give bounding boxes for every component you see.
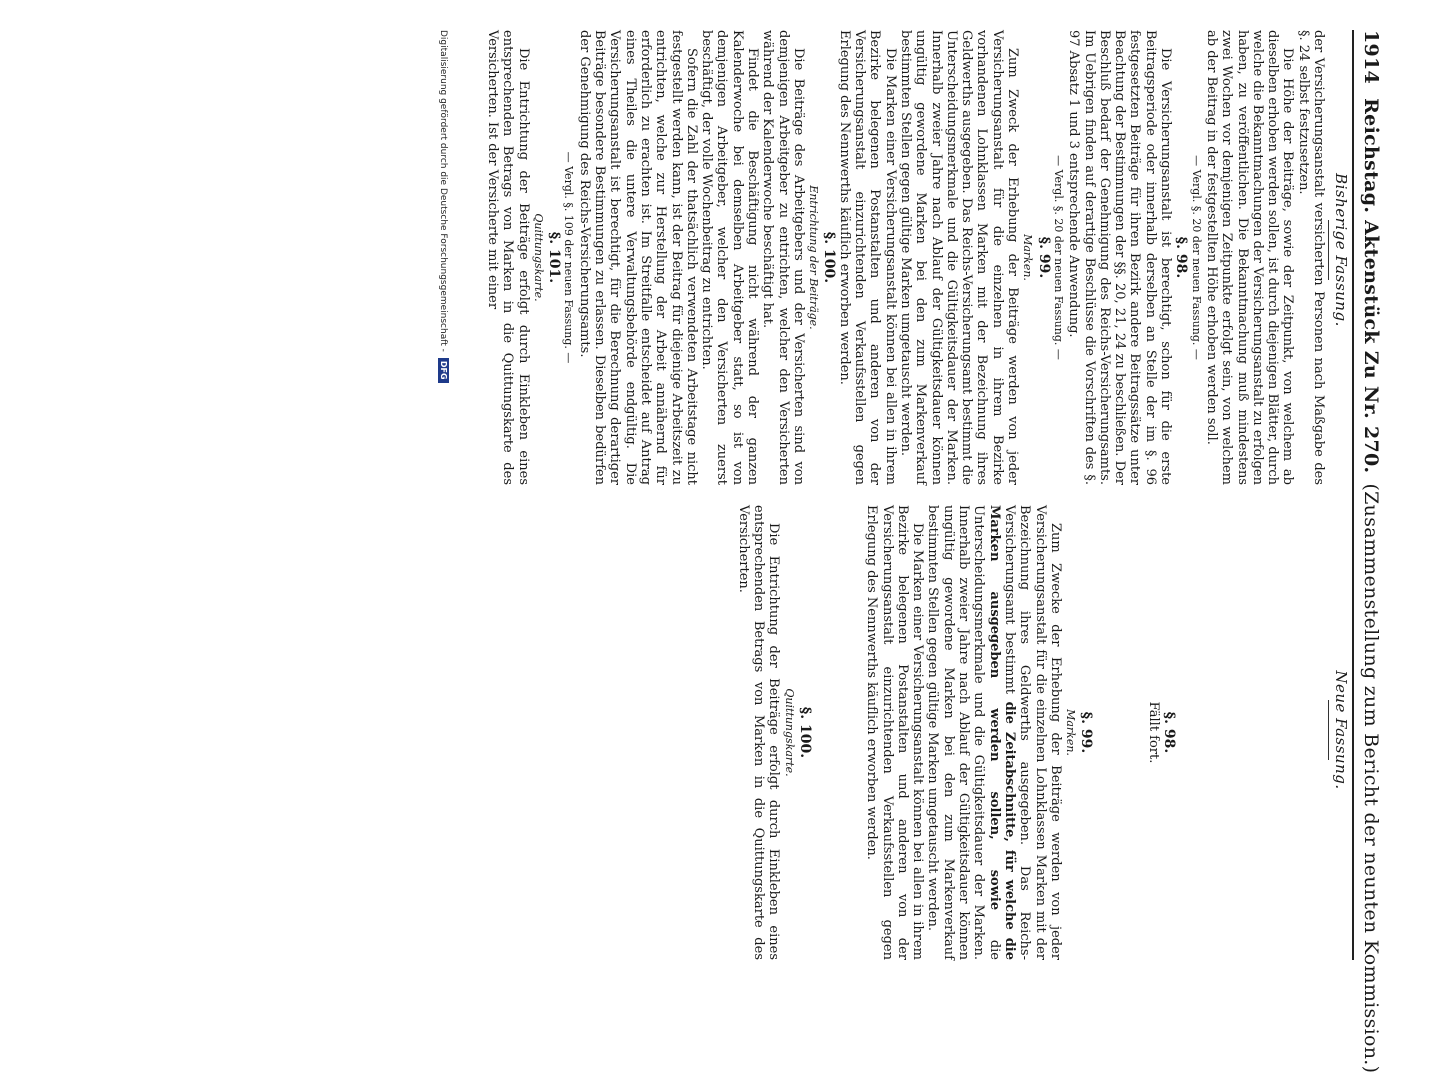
section-title: Quittungskarte. (531, 213, 545, 302)
left-column-heading: Bisherige Fassung. (1328, 100, 1350, 400)
right-column-heading: Neue Fassung. (1328, 580, 1350, 880)
left-paragraph: Zum Zweck der Erhebung der Beiträge werden von jeder Versicherungsanstalt für die einzelnen in ihrem Bezirke vorhandenen Lohnklassen Marken mit der Bezeichnung ihres Geldwerths ausgegeben. Das Reichs-Versicherungsamt bestimmt die Unterscheidungsmerkmale und die Gültigkeitsdauer der Marken. Innerhalb zweier Jahre nach Ablauf der Gültigkeitsdauer können ungültig gewordene Marken bei den zum Markenverkauf bestimmten Stellen gegen gültige Marken umgetauscht werden. (897, 30, 1021, 485)
section-number: §. 101. (546, 231, 563, 284)
section-number: §. 98. (1173, 236, 1190, 279)
right-paragraph: Die Entrichtung der Beiträge erfolgt durch Einkleben eines entsprechenden Betrags von Marken in die Quittungskarte des Versicherten. (735, 505, 782, 960)
section-title: Marken. (1064, 709, 1078, 756)
section-title: Marken. (1021, 234, 1035, 281)
left-paragraph: Die Versicherungsanstalt ist berechtigt, schon für die erste Beitragsperiode oder innerhalb derselben an Stelle der im §. 96 festgesetzten Beiträge für ihren Bezirk andere Beitragssätze unter Beachtung der Bestimmungen der §§. 20, 21, 24 zu beschließen. Der Beschluß bedarf der Genehmigung des Reichs-Versicherungsamts. Im Uebrigen finden auf derartige Beschlüsse die Vorschriften des §. 97 Absatz 1 und 3 entsprechende Anwendung. (1066, 30, 1174, 485)
left-paragraph: Findet die Beschäftigung nicht während der ganzen Kalenderwoche bei demselben Arbeitgeber statt, so ist von demjenigen Arbeitgeber, welcher den Versicherten zuerst beschäftigt, der volle Wochenbeitrag zu entrichten. (699, 30, 761, 485)
footer-text: Digitalisierung gefördert durch die Deutsche Forschungsgemeinschaft - (438, 30, 449, 352)
left-paragraph: der Versicherungsanstalt versicherten Personen nach Maßgabe des §. 24 selbst festzusetzen. (1295, 30, 1326, 485)
section-number: §. 99. (1035, 236, 1052, 279)
section-title: Quittungskarte. (782, 688, 796, 777)
section-number: §. 100. (796, 706, 813, 759)
left-paragraph: Die Beiträge des Arbeitgebers und der Versicherten sind von demjenigen Arbeitgeber zu entrichten, welcher den Versicherten während der Kalenderwoche beschäftigt hat. (760, 30, 806, 485)
dfg-logo: DFG (438, 358, 449, 383)
left-column (485, 30, 1326, 485)
header-rule (1352, 30, 1354, 960)
left-paragraph: Die Entrichtung der Beiträge erfolgt durch Einkleben eines entsprechenden Betrags von Marken in die Quittungskarte des Versicherten. Ist der Versicherte mit einer (484, 30, 531, 485)
amended-text: die Zeitabschnitte, für welche die Marken ausgegeben werden sollen, sowie (986, 505, 1017, 961)
left-paragraph: Die Marken einer Versicherungsanstalt können bei allen in ihrem Bezirke belegenen Postanstalten und anderen von der Versicherungsanstalt einzurichtenden Verkaufsstellen gegen Erlegung des Nennwerths käuflich erworben werden. (836, 30, 898, 485)
cross-reference: — Vergl. §. 20 der neuen Fassung. — (1189, 155, 1203, 360)
section-title: Entrichtung der Beiträge. (807, 185, 821, 330)
left-paragraph: Sofern die Zahl der thatsächlich verwendeten Arbeitstage nicht festgestellt werden kann, ist der Beitrag für diejenige Arbeitszeit zu entrichten, welche zur Herstellung der Arbeit annähernd für erforderlich zu erachten ist. Im Streitfalle entscheidet auf Antrag eines Theiles die untere Verwaltungsbehörde endgültig. Die Versicherungsanstalt ist berechtigt, für die Berechnung derartiger Beiträge besondere Bestimmungen zu erlassen. Dieselben bedürfen der Genehmigung des Reichs-Versicherungsamts. (576, 30, 699, 485)
page-subtitle: (Zusammenstellung zum Bericht der neunten Kommission.) (1360, 483, 1382, 1073)
page-title: Reichstag. Aktenstück Zu Nr. 270. (1360, 98, 1382, 474)
right-column (735, 505, 1326, 960)
cross-reference: — Vergl. §. 109 der neuen Fassung. — (562, 151, 576, 364)
page-year: 1914 (1360, 30, 1382, 85)
right-paragraph: Die Marken einer Versicherungsanstalt können bei allen in ihrem Bezirke belegenen Postanstalten und anderen von der Versicherungsanstalt einzurichtenden Verkaufsstellen gegen Erlegung des Nennwerths käuflich erworben werden. (864, 505, 926, 960)
right-paragraph: Zum Zwecke der Erhebung der Beiträge werden von jeder Versicherungsanstalt für die einzelnen Lohnklassen Marken mit der Bezeichnung ihres Geldwerths ausgegeben. Das Reichs-Versicherungsamt bestimmt die Zeitabschnitte, für welche die Marken ausgegeben werden sollen, sowie die Unterscheidungsmerkmale und die Gültigkeitsdauer der Marken. Innerhalb zweier Jahre nach Ablauf der Gültigkeitsdauer können ungültig gewordene Marken bei den zum Markenverkauf bestimmten Stellen gegen gültige Marken umgetauscht werden. (925, 505, 1063, 961)
digitization-footer (438, 30, 449, 730)
page-header (1358, 30, 1382, 1073)
left-paragraph: Die Höhe der Beiträge, sowie der Zeitpunkt, von welchem ab dieselben erhoben werden sollen, ist durch diejenigen Blätter, durch welche die Bekanntmachungen der Versicherungsanstalt zu erfolgen haben, zu veröffentlichen. Die Bekanntmachung muß mindestens zwei Wochen vor demjenigen Zeitpunkte erfolgt sein, von welchem ab der Beitrag in der festgestellten Höhe erhoben werden soll. (1203, 30, 1296, 485)
section-removed-note: Fällt fort. (1145, 701, 1161, 764)
section-number: §. 100. (821, 231, 838, 284)
cross-reference: — Vergl. §. 20 der neuen Fassung. — (1051, 155, 1065, 360)
section-number: §. 99. (1078, 711, 1095, 754)
section-number: §. 98. (1161, 711, 1177, 754)
